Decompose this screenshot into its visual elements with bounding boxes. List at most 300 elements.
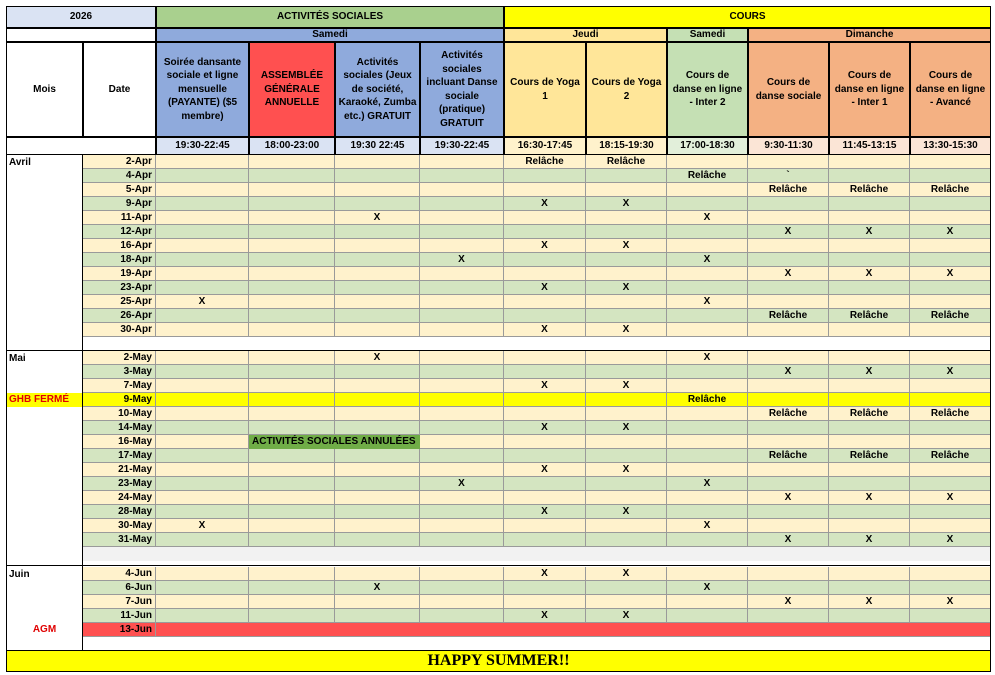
table-cell-yoga1: X [504,421,586,435]
table-cell-danse [420,281,504,295]
col-mois: Mois [6,42,83,137]
table-cell-danse [420,309,504,323]
column-time-yoga2: 18:15-19:30 [586,137,667,155]
table-cell-agm [249,623,335,637]
row-date: 12-Apr [83,225,156,239]
table-cell-sociale [748,435,829,449]
table-cell-yoga2: X [586,421,667,435]
table-cell-yoga1: X [504,567,586,581]
table-cell-danse [420,421,504,435]
row-date: 6-Jun [83,581,156,595]
table-cell-inter1 [829,169,910,183]
row-date: 14-May [83,421,156,435]
table-cell-soiree [156,477,249,491]
table-cell-yoga2: X [586,239,667,253]
row-date: 23-May [83,477,156,491]
table-cell-agm [249,393,335,407]
table-cell-yoga2 [586,295,667,309]
column-time-inter2: 17:00-18:30 [667,137,748,155]
table-cell-avance: X [910,225,991,239]
table-cell-agm [249,567,335,581]
table-cell-sociale [748,379,829,393]
table-cell-agm [249,491,335,505]
table-cell-inter1 [829,581,910,595]
table-cell-yoga1 [504,225,586,239]
table-cell-inter2 [667,421,748,435]
table-cell-sociale [748,477,829,491]
table-cell-inter2 [667,595,748,609]
table-cell-inter2 [667,567,748,581]
table-cell-agm [249,253,335,267]
column-title-agm: ASSEMBLÉE GÉNÉRALE ANNUELLE [249,42,335,137]
table-cell-yoga1 [504,477,586,491]
column-time-sociale: 9:30-11:30 [748,137,829,155]
table-cell-inter1: X [829,267,910,281]
table-cell-inter2: X [667,295,748,309]
table-cell-yoga2 [586,393,667,407]
table-cell-jeux: X [335,351,420,365]
table-cell-inter2 [667,239,748,253]
table-cell-yoga1: Relâche [504,155,586,169]
table-cell-inter2 [667,197,748,211]
right-border [990,155,991,650]
row-date: 7-May [83,379,156,393]
table-cell-inter1 [829,211,910,225]
table-cell-inter1: X [829,491,910,505]
table-cell-danse [420,463,504,477]
table-cell-soiree [156,533,249,547]
row-date: 4-Jun [83,567,156,581]
table-cell-jeux [335,155,420,169]
column-time-yoga1: 16:30-17:45 [504,137,586,155]
table-cell-yoga1 [504,533,586,547]
table-cell-jeux [335,491,420,505]
table-cell-inter2 [667,491,748,505]
table-cell-danse [420,491,504,505]
table-cell-sociale [748,295,829,309]
row-date: 17-May [83,449,156,463]
table-cell-yoga1 [504,407,586,421]
time-blank [6,137,156,155]
table-cell-avance [910,463,991,477]
table-cell-yoga1 [504,581,586,595]
table-cell-jeux [335,365,420,379]
table-cell-sociale [748,155,829,169]
table-cell-sociale [748,239,829,253]
table-cell-soiree [156,505,249,519]
table-cell-inter2 [667,623,748,637]
table-cell-inter2 [667,435,748,449]
month-label-avril: Avril [6,155,83,169]
table-cell-yoga1 [504,169,586,183]
row-date: 24-May [83,491,156,505]
month-separator [6,565,991,566]
table-cell-agm [249,533,335,547]
day-jeudi: Jeudi [504,28,667,42]
year-cell: 2026 [6,6,156,28]
table-cell-avance [910,239,991,253]
table-cell-yoga1: X [504,197,586,211]
table-cell-agm [249,323,335,337]
table-cell-soiree [156,421,249,435]
table-cell-inter2 [667,407,748,421]
table-cell-inter1: Relâche [829,407,910,421]
table-cell-yoga1: X [504,609,586,623]
row-date: 28-May [83,505,156,519]
table-cell-soiree [156,183,249,197]
table-cell-soiree [156,155,249,169]
table-cell-jeux [335,169,420,183]
table-cell-agm [249,281,335,295]
column-title-inter2: Cours de danse en ligne - Inter 2 [667,42,748,137]
table-cell-inter1 [829,477,910,491]
table-cell-yoga1 [504,309,586,323]
table-cell-yoga2 [586,449,667,463]
table-cell-soiree [156,449,249,463]
table-cell-danse [420,183,504,197]
table-cell-jeux [335,379,420,393]
table-cell-jeux [335,239,420,253]
table-cell-inter2 [667,449,748,463]
table-cell-yoga2 [586,581,667,595]
table-cell-avance: Relâche [910,309,991,323]
table-cell-yoga2 [586,595,667,609]
table-cell-soiree [156,211,249,225]
table-cell-inter1 [829,253,910,267]
table-cell-inter1 [829,505,910,519]
table-cell-avance [910,623,991,637]
table-cell-jeux: X [335,581,420,595]
table-cell-inter1 [829,281,910,295]
table-cell-jeux [335,463,420,477]
table-cell-avance [910,609,991,623]
table-cell-inter1: Relâche [829,449,910,463]
table-cell-avance [910,581,991,595]
row-date: 16-Apr [83,239,156,253]
table-cell-soiree [156,239,249,253]
table-cell-avance [910,323,991,337]
day-samedi-social: Samedi [156,28,504,42]
table-cell-avance: X [910,267,991,281]
table-cell-inter1 [829,393,910,407]
table-cell-yoga1 [504,435,586,449]
table-cell-danse [420,435,504,449]
table-cell-danse [420,365,504,379]
table-cell-yoga1: X [504,379,586,393]
table-cell-sociale: X [748,225,829,239]
table-cell-soiree [156,609,249,623]
table-cell-inter1 [829,519,910,533]
table-cell-avance [910,169,991,183]
table-cell-sociale: X [748,267,829,281]
table-cell-avance [910,519,991,533]
cancelled-activities-banner: ACTIVITÉS SOCIALES ANNULÉES [249,435,420,449]
column-time-danse: 19:30-22:45 [420,137,504,155]
table-cell-soiree [156,393,249,407]
table-cell-danse [420,351,504,365]
table-cell-danse [420,169,504,183]
table-cell-sociale [748,505,829,519]
table-cell-yoga1 [504,491,586,505]
table-cell-yoga1 [504,595,586,609]
table-cell-soiree [156,623,249,637]
table-cell-inter2 [667,183,748,197]
table-cell-soiree [156,435,249,449]
column-title-danse: Activités sociales incluant Danse sociale (pratique) GRATUIT [420,42,504,137]
table-cell-agm [249,421,335,435]
month-label-mai: Mai [6,351,83,365]
table-cell-jeux [335,595,420,609]
row-date: 11-Jun [83,609,156,623]
row-date: 10-May [83,407,156,421]
table-cell-sociale: Relâche [748,407,829,421]
table-cell-yoga2 [586,211,667,225]
month-label-juin: Juin [6,567,83,581]
table-cell-soiree [156,595,249,609]
table-cell-jeux [335,567,420,581]
table-cell-danse: X [420,253,504,267]
table-cell-agm [249,365,335,379]
table-cell-inter2: Relâche [667,169,748,183]
column-time-inter1: 11:45-13:15 [829,137,910,155]
table-cell-yoga2 [586,491,667,505]
table-cell-yoga2 [586,169,667,183]
table-cell-yoga2: X [586,323,667,337]
ghb-ferme-label: GHB FERMÉ [6,393,83,407]
table-cell-soiree: X [156,295,249,309]
table-cell-jeux [335,183,420,197]
table-cell-agm [249,239,335,253]
table-cell-agm [249,225,335,239]
column-time-soiree: 19:30-22:45 [156,137,249,155]
column-title-yoga1: Cours de Yoga 1 [504,42,586,137]
table-cell-soiree [156,281,249,295]
table-cell-sociale: Relâche [748,183,829,197]
table-cell-sociale: X [748,595,829,609]
table-cell-avance [910,281,991,295]
table-cell-yoga2 [586,477,667,491]
table-cell-avance: Relâche [910,407,991,421]
table-cell-agm [249,295,335,309]
table-cell-agm [249,581,335,595]
row-date: 2-Apr [83,155,156,169]
table-cell-sociale [748,463,829,477]
table-cell-danse [420,449,504,463]
blank-row-april [83,337,991,351]
table-cell-danse [420,379,504,393]
table-cell-jeux [335,623,420,637]
table-cell-soiree [156,253,249,267]
table-cell-soiree [156,581,249,595]
row-date: 23-Apr [83,281,156,295]
table-cell-jeux [335,225,420,239]
table-cell-soiree [156,225,249,239]
table-cell-danse [420,155,504,169]
table-cell-avance [910,155,991,169]
table-cell-inter2: X [667,519,748,533]
table-cell-agm [249,407,335,421]
table-cell-jeux [335,267,420,281]
table-cell-inter2: X [667,351,748,365]
table-cell-danse: X [420,477,504,491]
group-cours: COURS [504,6,991,28]
table-cell-inter1 [829,155,910,169]
table-cell-yoga1 [504,351,586,365]
table-cell-sociale: X [748,491,829,505]
table-cell-yoga2 [586,351,667,365]
column-title-yoga2: Cours de Yoga 2 [586,42,667,137]
table-cell-sociale [748,567,829,581]
table-cell-yoga2: X [586,463,667,477]
table-cell-yoga2 [586,435,667,449]
table-cell-avance: X [910,595,991,609]
table-cell-danse [420,609,504,623]
row-date: 5-Apr [83,183,156,197]
row-date: 25-Apr [83,295,156,309]
table-cell-agm [249,477,335,491]
table-cell-danse [420,567,504,581]
row-date: 9-May [83,393,156,407]
footer-banner: HAPPY SUMMER!! [6,650,991,672]
row-date: 2-May [83,351,156,365]
table-cell-yoga1 [504,519,586,533]
table-cell-danse [420,323,504,337]
table-cell-danse [420,623,504,637]
table-cell-agm [249,609,335,623]
table-cell-inter1 [829,435,910,449]
table-cell-yoga1 [504,365,586,379]
table-cell-sociale [748,519,829,533]
table-cell-jeux: X [335,211,420,225]
table-cell-danse [420,581,504,595]
table-cell-agm [249,463,335,477]
table-cell-inter1 [829,239,910,253]
table-cell-inter2: X [667,477,748,491]
table-cell-jeux [335,449,420,463]
table-cell-jeux [335,609,420,623]
table-cell-jeux [335,421,420,435]
table-cell-jeux [335,505,420,519]
table-cell-agm [249,449,335,463]
table-cell-yoga1: X [504,281,586,295]
table-cell-sociale [748,393,829,407]
table-cell-inter2 [667,533,748,547]
month-separator [6,350,991,351]
table-cell-inter2 [667,365,748,379]
table-cell-inter2: X [667,211,748,225]
table-cell-inter2 [667,267,748,281]
table-cell-inter2: X [667,253,748,267]
table-cell-danse [420,197,504,211]
blank-row-may [83,547,991,561]
row-date: 16-May [83,435,156,449]
table-cell-sociale [748,197,829,211]
row-date: 3-May [83,365,156,379]
table-cell-jeux [335,309,420,323]
table-cell-avance: X [910,365,991,379]
table-cell-avance: Relâche [910,449,991,463]
table-cell-avance [910,211,991,225]
row-date: 18-Apr [83,253,156,267]
table-cell-yoga2: X [586,505,667,519]
table-cell-yoga1 [504,449,586,463]
table-cell-jeux [335,533,420,547]
table-cell-soiree [156,379,249,393]
table-cell-soiree [156,407,249,421]
table-cell-sociale: Relâche [748,449,829,463]
table-cell-soiree [156,491,249,505]
table-cell-yoga2: X [586,567,667,581]
header-blank [6,28,156,42]
table-cell-avance [910,505,991,519]
table-cell-soiree [156,567,249,581]
table-cell-inter1: Relâche [829,183,910,197]
table-cell-yoga1 [504,211,586,225]
table-cell-inter1 [829,197,910,211]
table-cell-agm [249,169,335,183]
table-cell-sociale [748,581,829,595]
table-cell-jeux [335,477,420,491]
table-cell-danse [420,295,504,309]
table-cell-yoga2 [586,253,667,267]
table-cell-inter1 [829,463,910,477]
table-cell-avance [910,351,991,365]
row-date: 26-Apr [83,309,156,323]
table-cell-jeux [335,407,420,421]
col-date: Date [83,42,156,137]
table-cell-inter1: X [829,225,910,239]
table-cell-agm [249,519,335,533]
table-cell-danse [420,267,504,281]
table-cell-yoga2 [586,225,667,239]
table-cell-soiree [156,323,249,337]
table-cell-soiree: X [156,519,249,533]
table-cell-danse [420,407,504,421]
table-cell-inter1: Relâche [829,309,910,323]
column-time-jeux: 19:30 22:45 [335,137,420,155]
table-cell-yoga2 [586,365,667,379]
table-cell-yoga2 [586,407,667,421]
table-cell-danse [420,225,504,239]
table-cell-sociale [748,211,829,225]
table-cell-danse [420,595,504,609]
table-cell-avance [910,567,991,581]
table-cell-soiree [156,169,249,183]
table-cell-inter1 [829,567,910,581]
row-date: 7-Jun [83,595,156,609]
table-cell-danse [420,393,504,407]
table-cell-inter2 [667,463,748,477]
column-title-jeux: Activités sociales (Jeux de société, Karaoké, Zumba etc.) GRATUIT [335,42,420,137]
table-cell-avance: X [910,491,991,505]
row-date: 4-Apr [83,169,156,183]
table-cell-jeux [335,253,420,267]
table-cell-sociale: X [748,533,829,547]
table-cell-inter1 [829,295,910,309]
table-cell-inter2 [667,309,748,323]
table-cell-agm [249,379,335,393]
row-date: 9-Apr [83,197,156,211]
table-cell-soiree [156,365,249,379]
table-cell-inter2 [667,281,748,295]
row-date: 30-May [83,519,156,533]
table-cell-sociale [748,281,829,295]
table-cell-sociale [748,253,829,267]
row-date: 31-May [83,533,156,547]
table-cell-yoga1 [504,393,586,407]
day-samedi-cours: Samedi [667,28,748,42]
table-cell-yoga1 [504,267,586,281]
